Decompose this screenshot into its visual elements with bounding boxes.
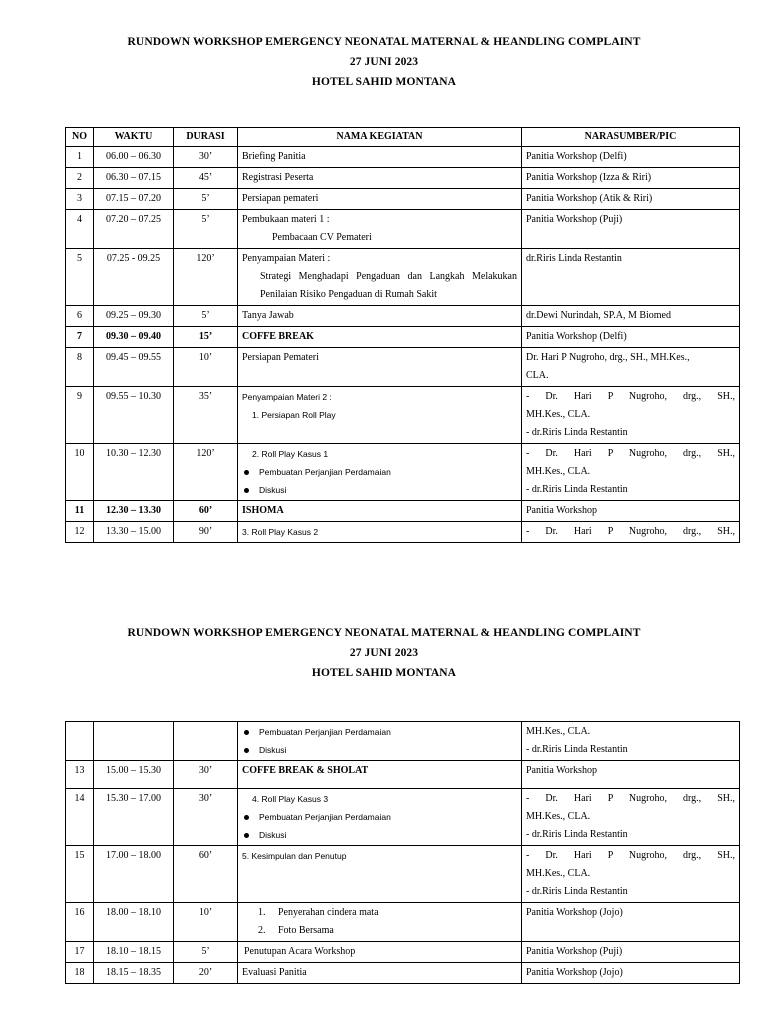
cell-no: 5 (66, 249, 94, 306)
cell-durasi: 5’ (174, 210, 238, 249)
column-header-waktu: WAKTU (94, 128, 174, 147)
table-header-row (66, 128, 740, 147)
cell-waktu: 13.30 – 15.00 (94, 522, 174, 543)
pic-line: Dr. Hari P Nugroho, drg., SH., MH.Kes., (526, 352, 690, 363)
bullet-text: Pembuatan Perjanjian Perdamaian (259, 727, 391, 737)
item-text: Foto Bersama (278, 925, 334, 936)
pic-line: MH.Kes., CLA. (526, 868, 591, 879)
pic-line: - dr.Riris Linda Restantin (526, 829, 628, 840)
cell-kegiatan: Persiapan Pemateri (238, 348, 522, 387)
cell-durasi (174, 722, 238, 761)
table-row (66, 327, 740, 348)
cell-kegiatan: Persiapan pemateri (238, 189, 522, 210)
cell-no: 3 (66, 189, 94, 210)
cell-kegiatan: Tanya Jawab (238, 306, 522, 327)
cell-waktu: 18.00 – 18.10 (94, 903, 174, 942)
cell-waktu: 07.15 – 07.20 (94, 189, 174, 210)
cell-pic (522, 789, 740, 846)
kegiatan-subline: Strategi Menghadapi Pengaduan dan Langkah Melakukan (260, 271, 517, 282)
pic-line: - dr.Riris Linda Restantin (526, 427, 628, 438)
cell-no (66, 722, 94, 761)
bullet-icon (244, 748, 249, 753)
cell-pic (522, 846, 740, 903)
cell-waktu: 18.15 – 18.35 (94, 963, 174, 984)
cell-no: 15 (66, 846, 94, 903)
cell-kegiatan (238, 903, 522, 942)
rundown-table-continued (65, 721, 740, 984)
bullet-item (242, 826, 517, 844)
cell-waktu: 09.25 – 09.30 (94, 306, 174, 327)
cell-pic (522, 444, 740, 501)
cell-pic: Panitia Workshop (522, 761, 740, 789)
bullet-text: Diskusi (259, 745, 287, 755)
pic-line: - Dr. Hari P Nugroho, drg., SH., (526, 850, 735, 861)
document-date: 27 JUNI 2023 (349, 647, 419, 659)
bullet-item (242, 481, 517, 499)
kegiatan-subline: 1. Persiapan Roll Play (252, 410, 336, 420)
cell-pic: Panitia Workshop (Izza & Riri) (522, 168, 740, 189)
table-row (66, 522, 740, 543)
cell-pic: dr.Riris Linda Restantin (522, 249, 740, 306)
cell-no: 4 (66, 210, 94, 249)
cell-pic (522, 722, 740, 761)
document-date: 27 JUNI 2023 (349, 56, 419, 68)
cell-waktu: 07.20 – 07.25 (94, 210, 174, 249)
bullet-icon (244, 815, 249, 820)
cell-no: 10 (66, 444, 94, 501)
rundown-table (65, 127, 740, 543)
cell-durasi: 120’ (174, 249, 238, 306)
pic-line: - dr.Riris Linda Restantin (526, 744, 628, 755)
pic-line: MH.Kes., CLA. (526, 726, 591, 737)
cell-no: 2 (66, 168, 94, 189)
cell-kegiatan (238, 249, 522, 306)
cell-kegiatan: Penutupan Acara Workshop (238, 942, 522, 963)
cell-kegiatan: ISHOMA (238, 501, 522, 522)
cell-pic: Panitia Workshop (Jojo) (522, 963, 740, 984)
page-2 (0, 597, 768, 978)
cell-kegiatan: 3. Roll Play Kasus 2 (238, 522, 522, 543)
cell-no: 7 (66, 327, 94, 348)
cell-waktu (94, 722, 174, 761)
cell-durasi: 60’ (174, 846, 238, 903)
column-header-durasi: DURASI (174, 128, 238, 147)
table-row (66, 168, 740, 189)
cell-kegiatan: 5. Kesimpulan dan Penutup (238, 846, 522, 903)
cell-durasi: 20’ (174, 963, 238, 984)
document-venue: HOTEL SAHID MONTANA (311, 667, 457, 679)
cell-durasi: 60’ (174, 501, 238, 522)
cell-waktu: 10.30 – 12.30 (94, 444, 174, 501)
column-header-kegiatan: NAMA KEGIATAN (238, 128, 522, 147)
item-number: 2. (258, 925, 266, 936)
cell-durasi: 30’ (174, 789, 238, 846)
cell-no: 14 (66, 789, 94, 846)
bullet-icon (244, 470, 249, 475)
cell-waktu: 12.30 – 13.30 (94, 501, 174, 522)
document-venue: HOTEL SAHID MONTANA (311, 76, 457, 88)
bullet-icon (244, 730, 249, 735)
pic-line: - dr.Riris Linda Restantin (526, 484, 628, 495)
cell-waktu: 07.25 - 09.25 (94, 249, 174, 306)
table-row (66, 722, 740, 761)
cell-no: 11 (66, 501, 94, 522)
bullet-text: Pembuatan Perjanjian Perdamaian (259, 467, 391, 477)
cell-kegiatan (238, 387, 522, 444)
bullet-item (242, 808, 517, 826)
pic-line: - dr.Riris Linda Restantin (526, 886, 628, 897)
cell-no: 1 (66, 147, 94, 168)
cell-durasi: 30’ (174, 147, 238, 168)
cell-no: 12 (66, 522, 94, 543)
cell-durasi: 5’ (174, 189, 238, 210)
table-row (66, 387, 740, 444)
cell-pic: Panitia Workshop (Jojo) (522, 903, 740, 942)
table-row (66, 789, 740, 846)
pic-line: - Dr. Hari P Nugroho, drg., SH., (526, 793, 735, 804)
table-row (66, 147, 740, 168)
pic-line: MH.Kes., CLA. (526, 811, 591, 822)
document-title: RUNDOWN WORKSHOP EMERGENCY NEONATAL MATERNAL & HEANDLING COMPLAINT (127, 627, 641, 639)
table-row (66, 444, 740, 501)
cell-pic: - Dr. Hari P Nugroho, drg., SH., (522, 522, 740, 543)
bullet-icon (244, 488, 249, 493)
table-row (66, 348, 740, 387)
table-row (66, 189, 740, 210)
bullet-item (242, 741, 517, 759)
bullet-text: Diskusi (259, 485, 287, 495)
item-number: 1. (258, 907, 266, 918)
kegiatan-line: 4. Roll Play Kasus 3 (252, 794, 329, 804)
table-row (66, 501, 740, 522)
bullet-text: Diskusi (259, 830, 287, 840)
cell-durasi: 5’ (174, 306, 238, 327)
cell-waktu: 17.00 – 18.00 (94, 846, 174, 903)
cell-no: 8 (66, 348, 94, 387)
cell-kegiatan (238, 789, 522, 846)
document-header (0, 0, 768, 92)
kegiatan-line: Penyampaian Materi 2 : (242, 392, 332, 402)
cell-durasi: 120’ (174, 444, 238, 501)
cell-kegiatan (238, 444, 522, 501)
bullet-text: Pembuatan Perjanjian Perdamaian (259, 812, 391, 822)
cell-no: 18 (66, 963, 94, 984)
table-row (66, 210, 740, 249)
cell-kegiatan (238, 722, 522, 761)
kegiatan-line: Penyampaian Materi : (242, 253, 331, 264)
table-row (66, 903, 740, 942)
cell-pic: dr.Dewi Nurindah, SP.A, M Biomed (522, 306, 740, 327)
document-header (0, 597, 768, 683)
pic-line: - Dr. Hari P Nugroho, drg., SH., (526, 391, 735, 402)
cell-durasi: 15’ (174, 327, 238, 348)
cell-no: 16 (66, 903, 94, 942)
column-header-pic: NARASUMBER/PIC (522, 128, 740, 147)
pic-line: MH.Kes., CLA. (526, 466, 591, 477)
cell-waktu: 18.10 – 18.15 (94, 942, 174, 963)
bullet-icon (244, 833, 249, 838)
cell-kegiatan (238, 210, 522, 249)
cell-durasi: 10’ (174, 903, 238, 942)
cell-no: 13 (66, 761, 94, 789)
table-row (66, 306, 740, 327)
cell-durasi: 45’ (174, 168, 238, 189)
cell-durasi: 30’ (174, 761, 238, 789)
cell-waktu: 15.00 – 15.30 (94, 761, 174, 789)
cell-waktu: 09.30 – 09.40 (94, 327, 174, 348)
cell-waktu: 06.30 – 07.15 (94, 168, 174, 189)
cell-pic: Panitia Workshop (Atik & Riri) (522, 189, 740, 210)
bullet-item (242, 723, 517, 741)
kegiatan-subline: Penilaian Risiko Pengaduan di Rumah Sakit (260, 289, 437, 300)
cell-no: 6 (66, 306, 94, 327)
numbered-item (242, 904, 517, 922)
cell-kegiatan: Registrasi Peserta (238, 168, 522, 189)
pic-line: - Dr. Hari P Nugroho, drg., SH., (526, 448, 735, 459)
cell-durasi: 5’ (174, 942, 238, 963)
cell-kegiatan: COFFE BREAK & SHOLAT (238, 761, 522, 789)
cell-durasi: 35’ (174, 387, 238, 444)
column-header-no: NO (66, 128, 94, 147)
cell-pic: Panitia Workshop (522, 501, 740, 522)
cell-waktu: 09.45 – 09.55 (94, 348, 174, 387)
document-title: RUNDOWN WORKSHOP EMERGENCY NEONATAL MATERNAL & HEANDLING COMPLAINT (127, 36, 641, 48)
cell-no: 17 (66, 942, 94, 963)
cell-durasi: 90’ (174, 522, 238, 543)
cell-kegiatan: COFFE BREAK (238, 327, 522, 348)
pic-line: CLA. (526, 370, 549, 381)
cell-pic (522, 348, 740, 387)
cell-pic: Panitia Workshop (Delfi) (522, 147, 740, 168)
item-text: Penyerahan cindera mata (278, 907, 379, 918)
cell-pic (522, 387, 740, 444)
cell-waktu: 15.30 – 17.00 (94, 789, 174, 846)
kegiatan-subline: Pembacaan CV Pemateri (272, 232, 372, 243)
pic-line: MH.Kes., CLA. (526, 409, 591, 420)
cell-pic: Panitia Workshop (Delfi) (522, 327, 740, 348)
bullet-item (242, 463, 517, 481)
cell-pic: Panitia Workshop (Puji) (522, 210, 740, 249)
cell-waktu: 06.00 – 06.30 (94, 147, 174, 168)
cell-durasi: 10’ (174, 348, 238, 387)
numbered-item (242, 922, 517, 940)
cell-kegiatan: Briefing Panitia (238, 147, 522, 168)
table-row (66, 846, 740, 903)
table-row (66, 761, 740, 789)
kegiatan-line: 2. Roll Play Kasus 1 (252, 449, 329, 459)
cell-kegiatan: Evaluasi Panitia (238, 963, 522, 984)
kegiatan-line: Pembukaan materi 1 : (242, 214, 330, 225)
table-row (66, 249, 740, 306)
table-row (66, 942, 740, 963)
cell-pic: Panitia Workshop (Puji) (522, 942, 740, 963)
cell-no: 9 (66, 387, 94, 444)
table-row (66, 963, 740, 984)
cell-waktu: 09.55 – 10.30 (94, 387, 174, 444)
